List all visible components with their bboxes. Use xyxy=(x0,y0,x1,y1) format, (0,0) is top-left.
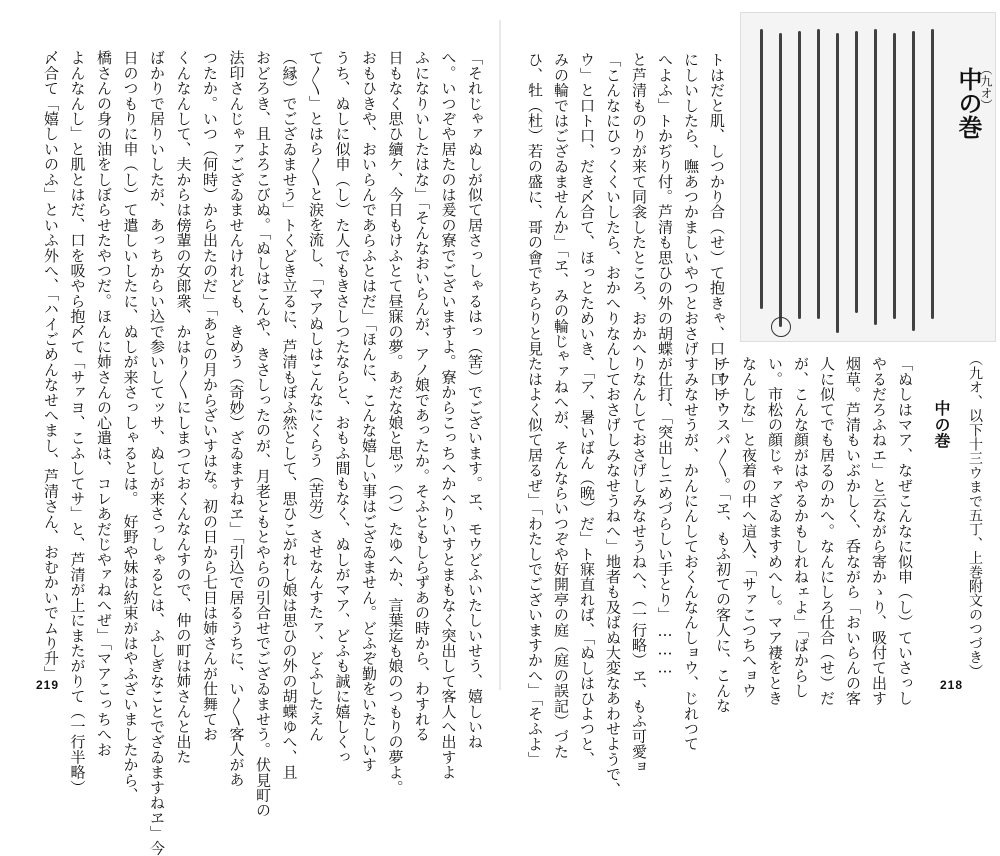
text-column: にしいしたら、嘸あつかましいやつとおさげすみなせうが、かんにんしておくんなんしョウ、じれつて xyxy=(682,52,700,752)
manuscript-facsimile-image xyxy=(740,12,996,342)
text-column: おどろき、且よろこびぬ。「ぬしはこんや、きさしったのが、月老ともとやらの引合せでござゐませう。伏見町の xyxy=(254,50,272,818)
text-column: ばかりで居りいしたが、あっちからい込で参いしてッサ、ぬしが来さっしゃるとは、ふしぎなことでざゐますねヱ」今 xyxy=(148,50,166,856)
text-column: 日もなく思ひ續ケ、今日もけふとて昼寐の夢。あだな娘と思ッ（つ）たゆへか、言葉迄も娘のつもりの夢よ。 xyxy=(386,50,405,795)
handwritten-stroke xyxy=(931,29,934,319)
text-column: 日のつもりに申（し）て遣しいしたに、ぬしが来さっしゃるとは。 好野や妹は約束がはやふざいましたから、 xyxy=(121,50,140,803)
text-column: て〳〵」とはら〳〵と涙を流し、「マアぬしはこんなにくらう（苦労）させなんすたァ、どふしたえん xyxy=(307,50,325,742)
text-column: ひ、牡（杜）若の盛に、哥の會でちらりと見たはよく似て居るぜ」「わたしでございますかへ」「そふよ」 xyxy=(526,52,544,767)
text-column: くんなんして、夫からは傍輩の女郎衆、かはり〳〵にしまつておくんなんすので、仲の町は姉さんと出た xyxy=(174,50,193,765)
text-column: よんなんし」と肌とはだ、口を吸やら抱〆て「サァヨ、こふしてサ」と、芦清が上にまたがりて（一行半略） xyxy=(68,50,87,795)
handwritten-stroke xyxy=(874,29,877,325)
text-column: トはだと肌、しつかり合（せ）て抱きゃ、口ト口ト、 xyxy=(708,52,726,417)
handwritten-stroke xyxy=(760,29,763,309)
text-column: 法印さんじゃァござゐませんけれども、きめう（奇妙）ざゐますねヱ」「引込で居るうちに、い〳〵客人があ xyxy=(227,50,246,788)
section-heading: 中の巻 xyxy=(932,400,951,449)
text-column: チウチウスパ〳〵。「ヱ、もふ初ての客人に、こんな xyxy=(714,356,732,714)
text-column: 「ぬしはマア、なぜこんなに似申（し）ていさっし xyxy=(896,356,914,706)
text-column: おもひきや、おいらんであらふとはだ」「ほんに、こんな嬉しい事はござゐません。どふぞ勤をいたしいす xyxy=(360,50,378,773)
text-column: 橋さんの身の油をしぼらせたやつだ。ほんに姉さんの心遣は、コレあだじやァねへぜ」「マアこっちへお xyxy=(95,50,113,757)
manuscript-folio-label: （九オ） xyxy=(979,63,993,111)
text-column: 「こんなにひっくくいしたら、おかへりなんしておさげしみなせうねへ」地者も及ばぬ大変なあわせようで、 xyxy=(604,52,622,797)
text-column: へ。いつぞや居たのは爰の寮でございますよ。寮からこっちへかへりいすとまもなく突出して客人へ出すよ xyxy=(439,50,458,780)
text-column: ふになりいしたはな」「そんなおいらんが、アノ娘であったか。そふともしらずあの時から、わすれる xyxy=(413,50,431,742)
text-column: （縁）でござゐませう」トくどき立るに、芦清もぼふ然として、思ひこがれし娘は思ひの外の胡蝶ゆへ、且 xyxy=(280,50,299,780)
text-column: つたか。いつ（何時）から出たのだ」「あとの月からざいすはな。初の日から七日は姉さんが仕舞てお xyxy=(201,50,219,742)
handwritten-stroke xyxy=(912,31,915,331)
text-column: やるだろふねエ」と云ながら寄かゝり、吸付て出す xyxy=(870,356,888,706)
section-range-note: （九オ、以下十三ウまで五丁、上巻附文のつづき） xyxy=(967,352,983,679)
text-column: 〆合て「嬉しいのふ」といふ外へ、「ハイごめんなせへまし、芦清さん、おむかいでムり升」 xyxy=(42,50,60,681)
handwritten-stroke xyxy=(836,33,839,333)
text-column: 烟草。芦清もいぶかしく、呑ながら「おいらんの客 xyxy=(844,356,862,706)
text-column: 人に似てでも居るのかへ。なんにしろ仕合（せ）だ xyxy=(818,356,836,706)
handwritten-stroke xyxy=(893,33,896,319)
text-column: へよふ」トかぢり付。芦清も思ひの外の胡蝶が仕打、「突出しニめづらしい手とり」……… xyxy=(656,52,674,677)
text-column: うち、ぬしに似申（し）た人でもきさしつたならと、おもふ間もなく、ぬしがマア、どふも誠に嬉しくっ xyxy=(333,50,352,765)
text-column: い。市松の顔じゃァざゐますめへし。マア褄をとき xyxy=(766,356,784,706)
text-column: が、こんな顔がはやるかもしれねェよ」「ばからし xyxy=(792,356,810,699)
text-column: と芦清ものりが来て同衾したところ、おかへりなんしておさげしみなせうねへ、（一行略）ヱ、もふ可愛ョ xyxy=(630,52,648,775)
right-page-number: 218 xyxy=(940,678,964,692)
text-column: 「それじゃァぬしが似て居さっしゃるはっ（筈）でございます。ヱ、モウどふいたしいせう、嬉しいね xyxy=(466,50,484,750)
text-column: なんしな」と夜着の中へ這入、「サァこつちへョウ xyxy=(740,356,758,699)
left-page-number: 219 xyxy=(36,678,60,692)
manuscript-chapter-title: 中の巻 xyxy=(954,67,983,139)
handwritten-stroke xyxy=(817,29,820,319)
text-column: ウ」と口ト口、だき〆合て、ほっとためいき、「ア、暑いばん（晩）だ」ト寐直れば、「ぬしはひよつと、 xyxy=(578,52,596,767)
handwritten-stroke xyxy=(779,33,782,327)
text-column: みの輪ではござゐませんか」「ヱ、みの輪じゃァねへが、そんならいつぞや好開亭の庭（庭の誤記）づた xyxy=(552,52,570,759)
manuscript-stamp-mark xyxy=(771,317,791,337)
right-page xyxy=(500,0,1000,797)
handwritten-stroke xyxy=(855,31,858,313)
handwritten-stroke xyxy=(798,31,801,319)
